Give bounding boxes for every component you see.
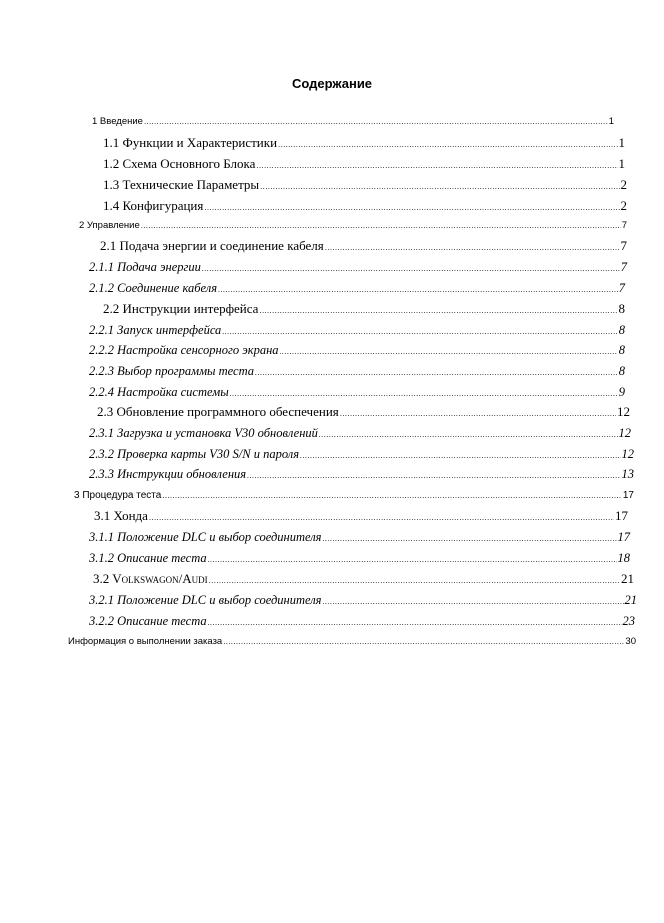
- toc-entry-text: 2.3.3 Инструкции обновления: [89, 467, 247, 481]
- toc-entry-text: 3.1 Хонда: [94, 508, 148, 523]
- toc-entry: [93, 570, 634, 588]
- toc-entry-text: 1.2 Схема Основного Блока: [103, 156, 256, 171]
- toc-entry-page: 7: [618, 281, 625, 295]
- toc-entry-text: 2.3 Обновление программного обеспечения: [97, 404, 339, 419]
- toc-entry-page: 30: [625, 636, 636, 647]
- toc-entry-text: 1.1 Функции и Характеристики: [103, 135, 278, 150]
- toc-entry: [103, 197, 627, 215]
- toc-leader: [202, 260, 620, 278]
- toc-entry-page: 9: [618, 385, 625, 399]
- toc-entry: [89, 258, 627, 276]
- toc-entry-page: 7: [621, 220, 627, 231]
- toc-entry-text: 3.1.2 Описание теста: [89, 551, 207, 565]
- toc-entry-page: 17: [615, 508, 628, 523]
- toc-entry: [74, 487, 634, 505]
- toc-leader: [300, 447, 620, 465]
- toc-entry-text: Информация о выполнении заказа: [68, 636, 223, 647]
- toc-entry-page: 21: [621, 571, 634, 586]
- toc-entry: [89, 321, 625, 339]
- toc-leader: [204, 199, 619, 217]
- toc-entry-text: 2.1.2 Соединение кабеля: [89, 281, 218, 295]
- toc-entry-page: 8: [618, 323, 625, 337]
- toc-leader: [144, 113, 608, 131]
- toc-leader: [247, 467, 620, 485]
- toc-entry-text: 2.1.1 Подача энергии: [89, 260, 201, 274]
- toc-leader: [256, 157, 617, 175]
- toc-leader: [149, 509, 614, 527]
- toc-entry: [103, 134, 625, 152]
- toc-entry-text: 3.1.1 Положение DLC и выбор соединителя: [89, 530, 322, 544]
- toc-entry: [89, 424, 631, 442]
- toc-entry-page: 2: [620, 177, 627, 192]
- toc-entry-page: 7: [620, 238, 627, 253]
- toc-entry: [103, 300, 625, 318]
- toc-entry-page: 21: [624, 593, 637, 607]
- toc-leader: [209, 572, 620, 590]
- toc-entry: [79, 217, 627, 235]
- toc-leader: [340, 405, 616, 423]
- toc-entry-text: 2.1 Подача энергии и соединение кабеля: [100, 238, 324, 253]
- toc-entry-page: 12: [617, 404, 630, 419]
- toc-entry: [94, 507, 628, 525]
- toc-leader: [260, 178, 619, 196]
- toc-leader: [323, 593, 624, 611]
- toc-entry-page: 17: [617, 530, 630, 544]
- toc-entry: [97, 403, 630, 421]
- toc-entry-text: 2.2.4 Настройка системы: [89, 385, 229, 399]
- toc-entry: [89, 591, 637, 609]
- toc-leader: [319, 426, 618, 444]
- toc-entry-page: 2: [620, 198, 627, 213]
- toc-leader: [208, 551, 617, 569]
- toc-leader: [280, 343, 618, 361]
- toc-entry-text: 2.3.2 Проверка карты V30 S/N и пароля: [89, 447, 300, 461]
- toc-entry-page: 8: [618, 364, 625, 378]
- toc-leader: [230, 385, 618, 403]
- toc-entry-page: 1: [608, 116, 614, 127]
- toc-entry-text: 2.2.3 Выбор программы теста: [89, 364, 255, 378]
- toc-entry-page: 1: [618, 135, 625, 150]
- toc-entry-page: 12: [618, 426, 631, 440]
- toc-entry-page: 7: [620, 260, 627, 274]
- toc-entry: [89, 279, 625, 297]
- toc-leader: [325, 239, 620, 257]
- toc-entry-page: 18: [617, 551, 630, 565]
- toc-entry-page: 12: [621, 447, 634, 461]
- toc-entry-text: 3 Процедура теста: [74, 490, 162, 501]
- toc-entry: [89, 528, 630, 546]
- toc-leader: [323, 530, 617, 548]
- toc-leader: [223, 633, 624, 651]
- toc-entry: [89, 341, 625, 359]
- toc-entry: [68, 633, 636, 651]
- toc-entry-text: 3.2.2 Описание теста: [89, 614, 207, 628]
- toc-entry-text: 3.2.1 Положение DLC и выбор соединителя: [89, 593, 322, 607]
- toc-entry-page: 17: [622, 490, 634, 501]
- toc-entry: [89, 465, 634, 483]
- toc-leader: [278, 136, 617, 154]
- toc-entry: [89, 362, 625, 380]
- toc-entry-text: 2.2.1 Запуск интерфейса: [89, 323, 222, 337]
- toc-entry-text: 1.3 Технические Параметры: [103, 177, 260, 192]
- toc-entry: [89, 445, 634, 463]
- toc-entry: [100, 237, 627, 255]
- toc-leader: [218, 281, 618, 299]
- toc-entry: [89, 612, 635, 630]
- toc-entry-text: 2.2 Инструкции интерфейса: [103, 301, 259, 316]
- toc-entry-page: 1: [618, 156, 625, 171]
- toc-leader: [255, 364, 618, 382]
- toc-leader: [222, 323, 617, 341]
- toc-entry: [92, 113, 614, 131]
- toc-entry-page: 23: [622, 614, 635, 628]
- toc-entry-text: 1 Введение: [92, 116, 143, 127]
- toc-entry-page: 13: [621, 467, 634, 481]
- toc-entry-text: 2.3.1 Загрузка и установка V30 обновлений: [89, 426, 318, 440]
- toc-entry-page: 8: [618, 343, 625, 357]
- toc-entry: [103, 155, 625, 173]
- toc-entry-text: 3.2 Volkswagon/Audi: [93, 571, 208, 586]
- toc-leader: [208, 614, 622, 632]
- toc-entry: [103, 176, 627, 194]
- toc-entry-text: 1.4 Конфигурация: [103, 198, 204, 213]
- page-title: Содержание: [291, 76, 373, 91]
- toc-entry-page: 8: [618, 301, 625, 316]
- toc-entry-text: 2 Управление: [79, 220, 140, 231]
- toc-leader: [141, 217, 621, 235]
- toc-leader: [259, 302, 617, 320]
- toc-entry: [89, 549, 630, 567]
- toc-entry-text: 2.2.2 Настройка сенсорного экрана: [89, 343, 279, 357]
- toc-entry: [89, 383, 625, 401]
- toc-leader: [162, 487, 622, 505]
